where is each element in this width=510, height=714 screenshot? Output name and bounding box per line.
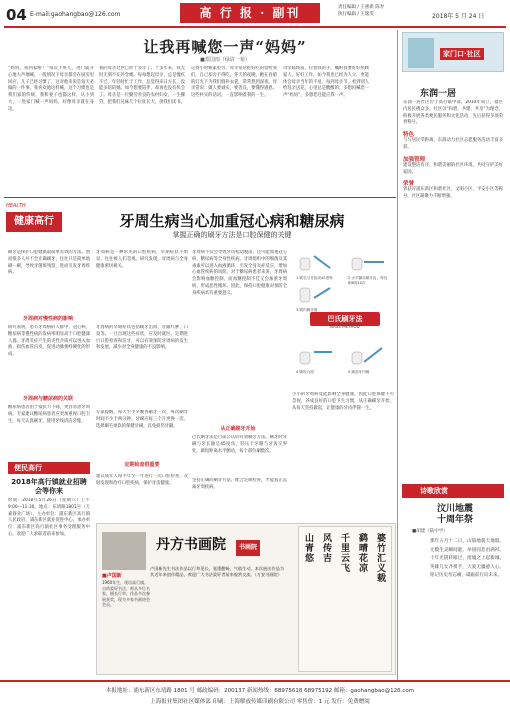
ad-author-header: ■卢国新 xyxy=(102,573,122,579)
health-column: 糖尿病患者由于抵抗力下降，更容易患牙周病。专家建议糖尿病患者应更加重视口腔卫生，每天认真刷牙，使用牙线清洁牙缝。 xyxy=(8,405,90,424)
calligraphy-artwork xyxy=(298,526,392,672)
tooth-icon xyxy=(348,252,388,272)
poem-title-line: 汶川地震 xyxy=(436,504,473,514)
header-editors xyxy=(338,4,384,18)
ad-seal: 书画院 xyxy=(236,540,260,556)
step-caption: 4 刷咬合面 xyxy=(296,370,314,374)
tooth-icon xyxy=(348,346,388,366)
health-subhead: 定期检查很重要 xyxy=(124,462,160,468)
community-name: 东润一居 xyxy=(420,89,457,99)
footer-line: 上海报业集团社区媒体部 印刷：上海解放传媒印刷有限公司 零售价：1 元 发行：免费赠阅 xyxy=(150,699,370,705)
section-subhead: 荣誉 xyxy=(403,181,415,188)
article-column: 母亲临终前，拉着我的手，嘱咐我要好好照顾家人，好好工作。如今我也已经为人父，更能体会母亲当年的不易。每到母亲节，看到别人给母亲送花，心里总是酸酸的。多想再喊您一声“妈妈”，多想您还能应我一声。 xyxy=(283,66,369,99)
poem-byline: ■胡建（陆中学） xyxy=(412,529,448,534)
callig-column: 鹞晴花凉 xyxy=(357,533,367,573)
newspaper-brand: 高 行 报 · 副刊 xyxy=(180,3,320,23)
poem-title xyxy=(410,504,500,526)
step-caption: 5 刷前牙内侧 xyxy=(348,370,370,374)
tooth-illustration xyxy=(296,346,336,372)
health-column: 专家提醒，每天至少早晚各刷牙一次，每次刷牙时间不少于两分钟。牙刷应每三个月更换一次，选择刷毛柔软的保健牙刷，以免损伤牙龈。 xyxy=(96,410,188,429)
poetry-section-header: 诗歌欣赏 xyxy=(402,484,504,498)
poem-text: 那年五月十二日，山崩地裂天地暗。无数生灵瞬间逝，举国同悲泪满衫。十年光阴转眼过，废墟之上起新城。英雄儿女齐援手，大爱无疆感人心。铭记历史勿忘痛，砥砺前行向未来。 xyxy=(430,539,504,578)
section-subhead: 加强管理 xyxy=(403,156,426,163)
health-en-label: HEALTH xyxy=(6,203,26,209)
health-subtitle: 掌握正确的刷牙方法是口腔保健的关键 xyxy=(172,231,292,239)
step-caption: 3 刷内侧牙面 xyxy=(296,308,318,312)
building-photo xyxy=(408,38,434,68)
tooth-icon xyxy=(296,284,336,304)
intro-text: 东润一居社区位于高行镇中部，2010年成立，辖区内居民楼众多。社区以“和谐、共建、共享”为理念，积极开展各类便民服务和文化活动，先后获得多项荣誉称号。 xyxy=(403,100,503,126)
article-column: 记得小时候家里穷，母亲常常把好吃的留给我们，自己却舍不得吃。冬天的夜晚，她在昏暗的灯光下为我们缝补衣裳，常常熬到深夜。母亲常说：做人要诚实，要善良，要懂得感恩。这些朴实的话语，一直影响着我的一生。 xyxy=(191,66,277,99)
page-number: 04 xyxy=(6,6,27,24)
tooth-illustration xyxy=(348,252,388,285)
tooth-illustration xyxy=(296,252,336,278)
author-photo xyxy=(102,532,146,570)
event-title: 2018年高行镇就业招聘会等你来 xyxy=(11,478,87,495)
health-column: 牙周病的早期症状包括刷牙出血、牙龈红肿、口臭等。一旦出现这些症状，应及时就医。定期进行口腔检查和洁牙，可以有效预防牙周病的发生和发展，减少对全身健康的不良影响。 xyxy=(96,325,188,351)
health-column: 小小的牙周病竟能影响全身健康，因此口腔保健不可忽视。养成良好的口腔卫生习惯，从正确刷牙开始，从每天坚持做起，让健康的牙齿伴随一生。 xyxy=(292,392,394,411)
section-subhead: 特色 xyxy=(403,132,415,139)
footer-line: 本报地址：浦东新区东靖路 1801 号 邮政编码：200137 新闻热线：68975618 68975192 邮箱：gaohangbao@126.com xyxy=(105,688,415,694)
ad-description: 卢国新先生书法作品以行草见长，笔墨酣畅，气韵生动。本次展出作品为其近年来创作精品，欢迎广大书法爱好者前来观赏交流。（万安书画院） xyxy=(150,566,285,577)
section-text: 与与居民零距离，东润动力社区志愿服务活动丰富多彩。 xyxy=(403,138,503,150)
health-column: 坚持正确的刷牙方法，配合定期检查，才能真正远离牙周疾病。 xyxy=(192,478,287,490)
callig-column: 山青悠 xyxy=(303,533,313,563)
tooth-illustration xyxy=(348,346,388,372)
header-rule xyxy=(4,26,506,28)
issue-date: 2018年 5 月 24 日 xyxy=(432,13,485,20)
bass-method-en: BASS METHOD xyxy=(330,324,360,329)
article-title: 让我再喊您一声“妈妈” xyxy=(143,38,307,56)
header-email: E-mail:gaohangbao@126.com xyxy=(30,11,121,18)
step-caption: 2 水平颤动刷牙齿，每处刷8到10次 xyxy=(348,276,388,285)
ad-brand: 丹方书画院 xyxy=(156,537,226,553)
event-section-header: 便民高行 xyxy=(8,462,90,474)
event-body: 时间：2018年5月26日（星期六）上午9:00—11:30。地点：东靖路1801号（万嘉商业广场）。主办单位：浦东新区高行镇人民政府、浦东新区就业促进中心。承办单位：浦东新区高行镇社区事务受理服务中心。欢迎广大求职者前来参加。 xyxy=(8,498,90,537)
health-column: 牙周病不仅会导致牙齿松动脱落，还可能加重冠心病、糖尿病等全身性疾病。牙周组织中的细菌及其毒素可以进入血液循环，引发全身炎症反应，增加心血管疾病的风险。对于糖尿病患者来说，牙周病会影响血糖控制，而血糖控制不佳又会加重牙周病，形成恶性循环。因此，保持口腔健康对预防全身疾病具有重要意义。 xyxy=(192,250,287,296)
tooth-icon xyxy=(296,346,336,366)
section-text: 曾获评浦东新区和谐社区、文明小区、平安小区等称号，社区凝聚力不断增强。 xyxy=(403,187,503,200)
article-byline: ■郑国雨（绿尉一菊） xyxy=(200,57,250,63)
health-title: 牙周生病当心加重冠心病和糖尿病 xyxy=(119,212,345,230)
callig-column: 千里云飞 xyxy=(339,533,349,573)
health-column: 牙周病是一种常见的口腔疾病，早期症状不明显，往往被人们忽视。研究发现，牙周病与全身健康密切相关。 xyxy=(96,250,188,269)
bass-method-label: 巴氏刷牙法 xyxy=(310,312,380,326)
step-caption: 1 刷毛与牙齿成45度角 xyxy=(296,276,333,280)
health-badge: 健康高行 xyxy=(6,212,62,232)
community-intro xyxy=(403,100,503,278)
section-text: 建设整洁有序、和谐美丽的社区环境，共同守护美好家园。 xyxy=(403,162,503,175)
sidebar-divider xyxy=(397,30,398,680)
health-column: 建议成年人每半年至一年进行一次口腔检查，及时发现和治疗口腔疾病，保护牙齿健康。 xyxy=(96,474,188,486)
tooth-icon xyxy=(296,252,336,272)
health-subhead: 牙周病与糖尿病的关联 xyxy=(22,396,73,402)
community-banner-label: 家门口·社区 xyxy=(440,48,484,60)
poem-title-line: 十周年祭 xyxy=(436,515,473,525)
article-column: “妈妈，我到家啦！”每次下班儿，进门就开心地大声地喊。一般情况下母亲都会在厨房里回应，儿子已经习惯了，这对他来说是每天必做的一件事。我喜欢他这样喊，这个习惯也是我们家的传统。我和妻子也都这样，从小到大，一进家门喊一声妈妈，好像母亲就在身边。 xyxy=(8,66,94,112)
health-column: 刷牙是保护口腔健康最简单有效的方法。然而很多人并不会正确刷牙，往往只是简单地刷一刷，导致牙菌斑残留，进而引发牙周疾病。 xyxy=(8,250,90,276)
health-column: 巴氏刷牙法是目前公认的有效刷牙方法。刷牙时牙刷与牙长轴呈45度角，轻压于牙龈与牙齿交界处，做短距离水平颤动，每个部位刷数次。 xyxy=(192,435,287,454)
health-subhead: 从正确刷牙开始 xyxy=(220,426,256,432)
tooth-illustration xyxy=(296,284,336,310)
article-column: 我的母亲过世已经十多年了。十多年来，我无时无刻不在怀念她。每每想起母亲，总是愧疚不已。年轻时忙于工作，总觉得来日方长，没能多陪陪她。如今想要陪伴，却再也没有机会了。母亲是一位勤劳善良的农村妇女，一生操劳，把我们兄妹几个拉扯长大，供我们读书。 xyxy=(99,66,185,105)
ad-author-bio: 1960年生，现居高行镇。自幼爱好书法，师从多位名家，擅长行草，作品多次参展获奖，现为多家书画协会会员。 xyxy=(102,580,150,608)
editor-line: 责任编辑 / 王惠新 陈寿 xyxy=(338,5,385,10)
editor-line: 执行编辑 / 王逸雯 xyxy=(338,12,374,17)
callig-column: 风传吉 xyxy=(321,533,331,563)
health-subhead: 牙周病对慢性病的影响 xyxy=(22,316,73,322)
callig-column: 婆竹汇义载 xyxy=(375,533,385,583)
health-column: 研究表明，患有牙周病的人群中，冠心病、糖尿病等慢性病的发病率明显高于口腔健康人群。牙周炎症产生的炎性介质可以进入血液，损伤血管内皮，促进动脉粥样硬化的形成。 xyxy=(8,325,90,358)
